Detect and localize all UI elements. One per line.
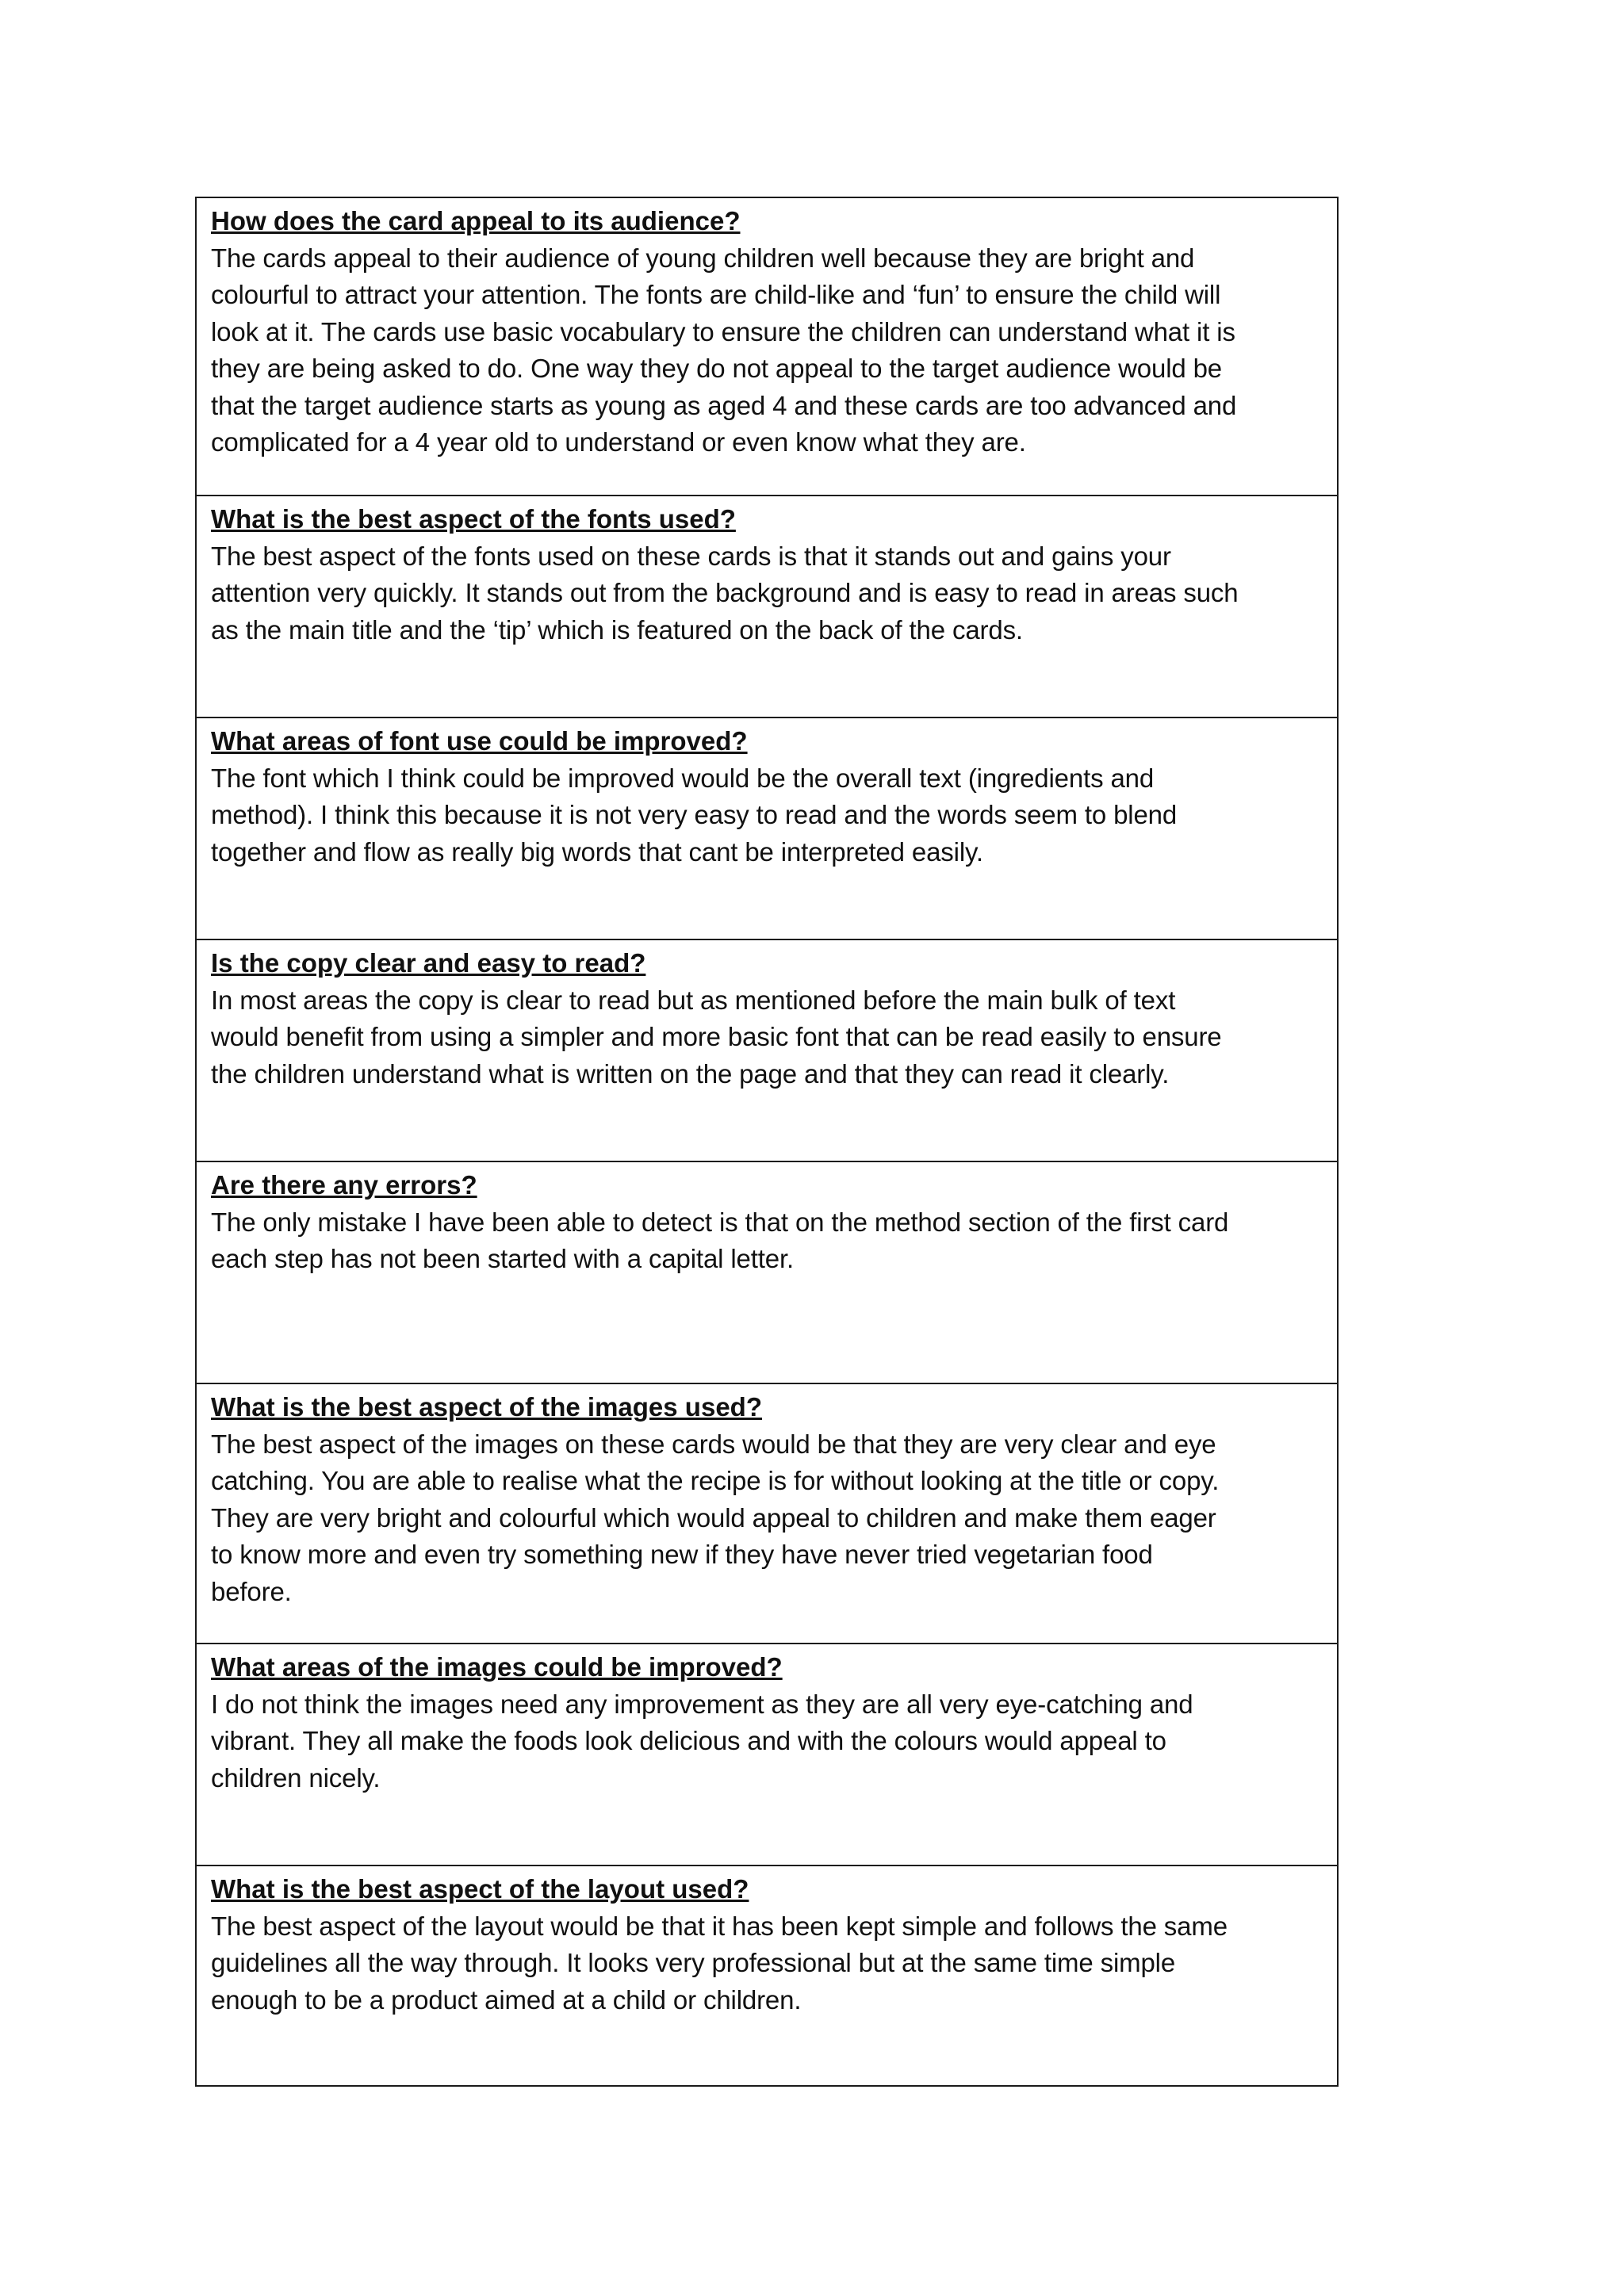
answer-line: colourful to attract your attention. The fonts are child-like and ‘fun’ to ensure the child will	[211, 280, 1221, 309]
answer-line: before.	[211, 1576, 292, 1606]
table-row-audience-appeal	[197, 198, 1337, 496]
question-heading: What is the best aspect of the layout used?	[211, 1874, 749, 1904]
answer-line: method). I think this because it is not very easy to read and the words seem to blend	[211, 800, 1178, 829]
table-row-best-fonts	[197, 496, 1337, 718]
answer-line: the children understand what is written on the page and that they can read it clearly.	[211, 1058, 1170, 1089]
answer-line: as the main title and the ‘tip’ which is featured on the back of the cards.	[211, 614, 1023, 645]
answer-line: children nicely.	[211, 1762, 381, 1793]
question-heading: How does the card appeal to its audience?	[211, 206, 741, 235]
answer-line: catching. You are able to realise what the recipe is for without looking at the title or copy.	[211, 1466, 1220, 1495]
table-row-font-improvements	[197, 718, 1337, 940]
answer-line: enough to be a product aimed at a child or children.	[211, 1984, 802, 2015]
question-heading: What is the best aspect of the images used?	[211, 1392, 762, 1422]
answer-line: The best aspect of the images on these cards would be that they are very clear and eye	[211, 1429, 1216, 1459]
question-heading: Is the copy clear and easy to read?	[211, 948, 646, 978]
answer-text	[211, 240, 1323, 461]
question-heading: What areas of the images could be improved?	[211, 1652, 783, 1682]
question-heading: What areas of font use could be improved?	[211, 726, 748, 756]
answer-text	[211, 1908, 1323, 2019]
answer-line: The best aspect of the fonts used on these cards is that it stands out and gains your	[211, 541, 1171, 571]
answer-line: The only mistake I have been able to detect is that on the method section of the first card	[211, 1207, 1229, 1237]
answer-line: to know more and even try something new if they have never tried vegetarian food	[211, 1540, 1153, 1569]
answer-text	[211, 1204, 1323, 1278]
answer-line: attention very quickly. It stands out from the background and is easy to read in areas such	[211, 578, 1239, 607]
answer-line: The font which I think could be improved would be the overall text (ingredients and	[211, 763, 1155, 793]
answer-line: each step has not been started with a capital letter.	[211, 1244, 795, 1273]
answer-text	[211, 982, 1323, 1093]
question-heading: What is the best aspect of the fonts used?	[211, 504, 736, 534]
answer-line: complicated for a 4 year old to understand or even know what they are.	[211, 427, 1026, 457]
table-row-errors	[197, 1162, 1337, 1384]
table-row-image-improvements	[197, 1644, 1337, 1866]
answer-line: In most areas the copy is clear to read but as mentioned before the main bulk of text	[211, 985, 1176, 1015]
answer-line: They are very bright and colourful which would appeal to children and make them eager	[211, 1502, 1216, 1533]
answer-line: The cards appeal to their audience of young children well because they are bright and	[211, 243, 1195, 273]
answer-text	[211, 1426, 1323, 1611]
review-table	[195, 197, 1339, 2087]
table-row-best-images	[197, 1384, 1337, 1644]
answer-line: The best aspect of the layout would be that it has been kept simple and follows the same	[211, 1911, 1228, 1941]
answer-line: they are being asked to do. One way they do not appeal to the target audience would be	[211, 354, 1223, 383]
answer-line: vibrant. They all make the foods look delicious and with the colours would appeal to	[211, 1726, 1166, 1755]
table-row-copy-clarity	[197, 940, 1337, 1162]
question-heading: Are there any errors?	[211, 1170, 477, 1200]
answer-line: would benefit from using a simpler and more basic font that can be read easily to ensure	[211, 1022, 1222, 1051]
answer-line: that the target audience starts as young as aged 4 and these cards are too advanced and	[211, 390, 1237, 420]
answer-line: together and flow as really big words that cant be interpreted easily.	[211, 836, 983, 867]
answer-line: look at it. The cards use basic vocabulary to ensure the children can understand what it is	[211, 316, 1235, 346]
answer-text	[211, 1686, 1323, 1797]
table-row-best-layout	[197, 1866, 1337, 2085]
answer-line: guidelines all the way through. It looks very professional but at the same time simple	[211, 1948, 1176, 1977]
answer-text	[211, 538, 1323, 649]
answer-text	[211, 760, 1323, 871]
answer-line: I do not think the images need any improvement as they are all very eye-catching and	[211, 1689, 1193, 1719]
